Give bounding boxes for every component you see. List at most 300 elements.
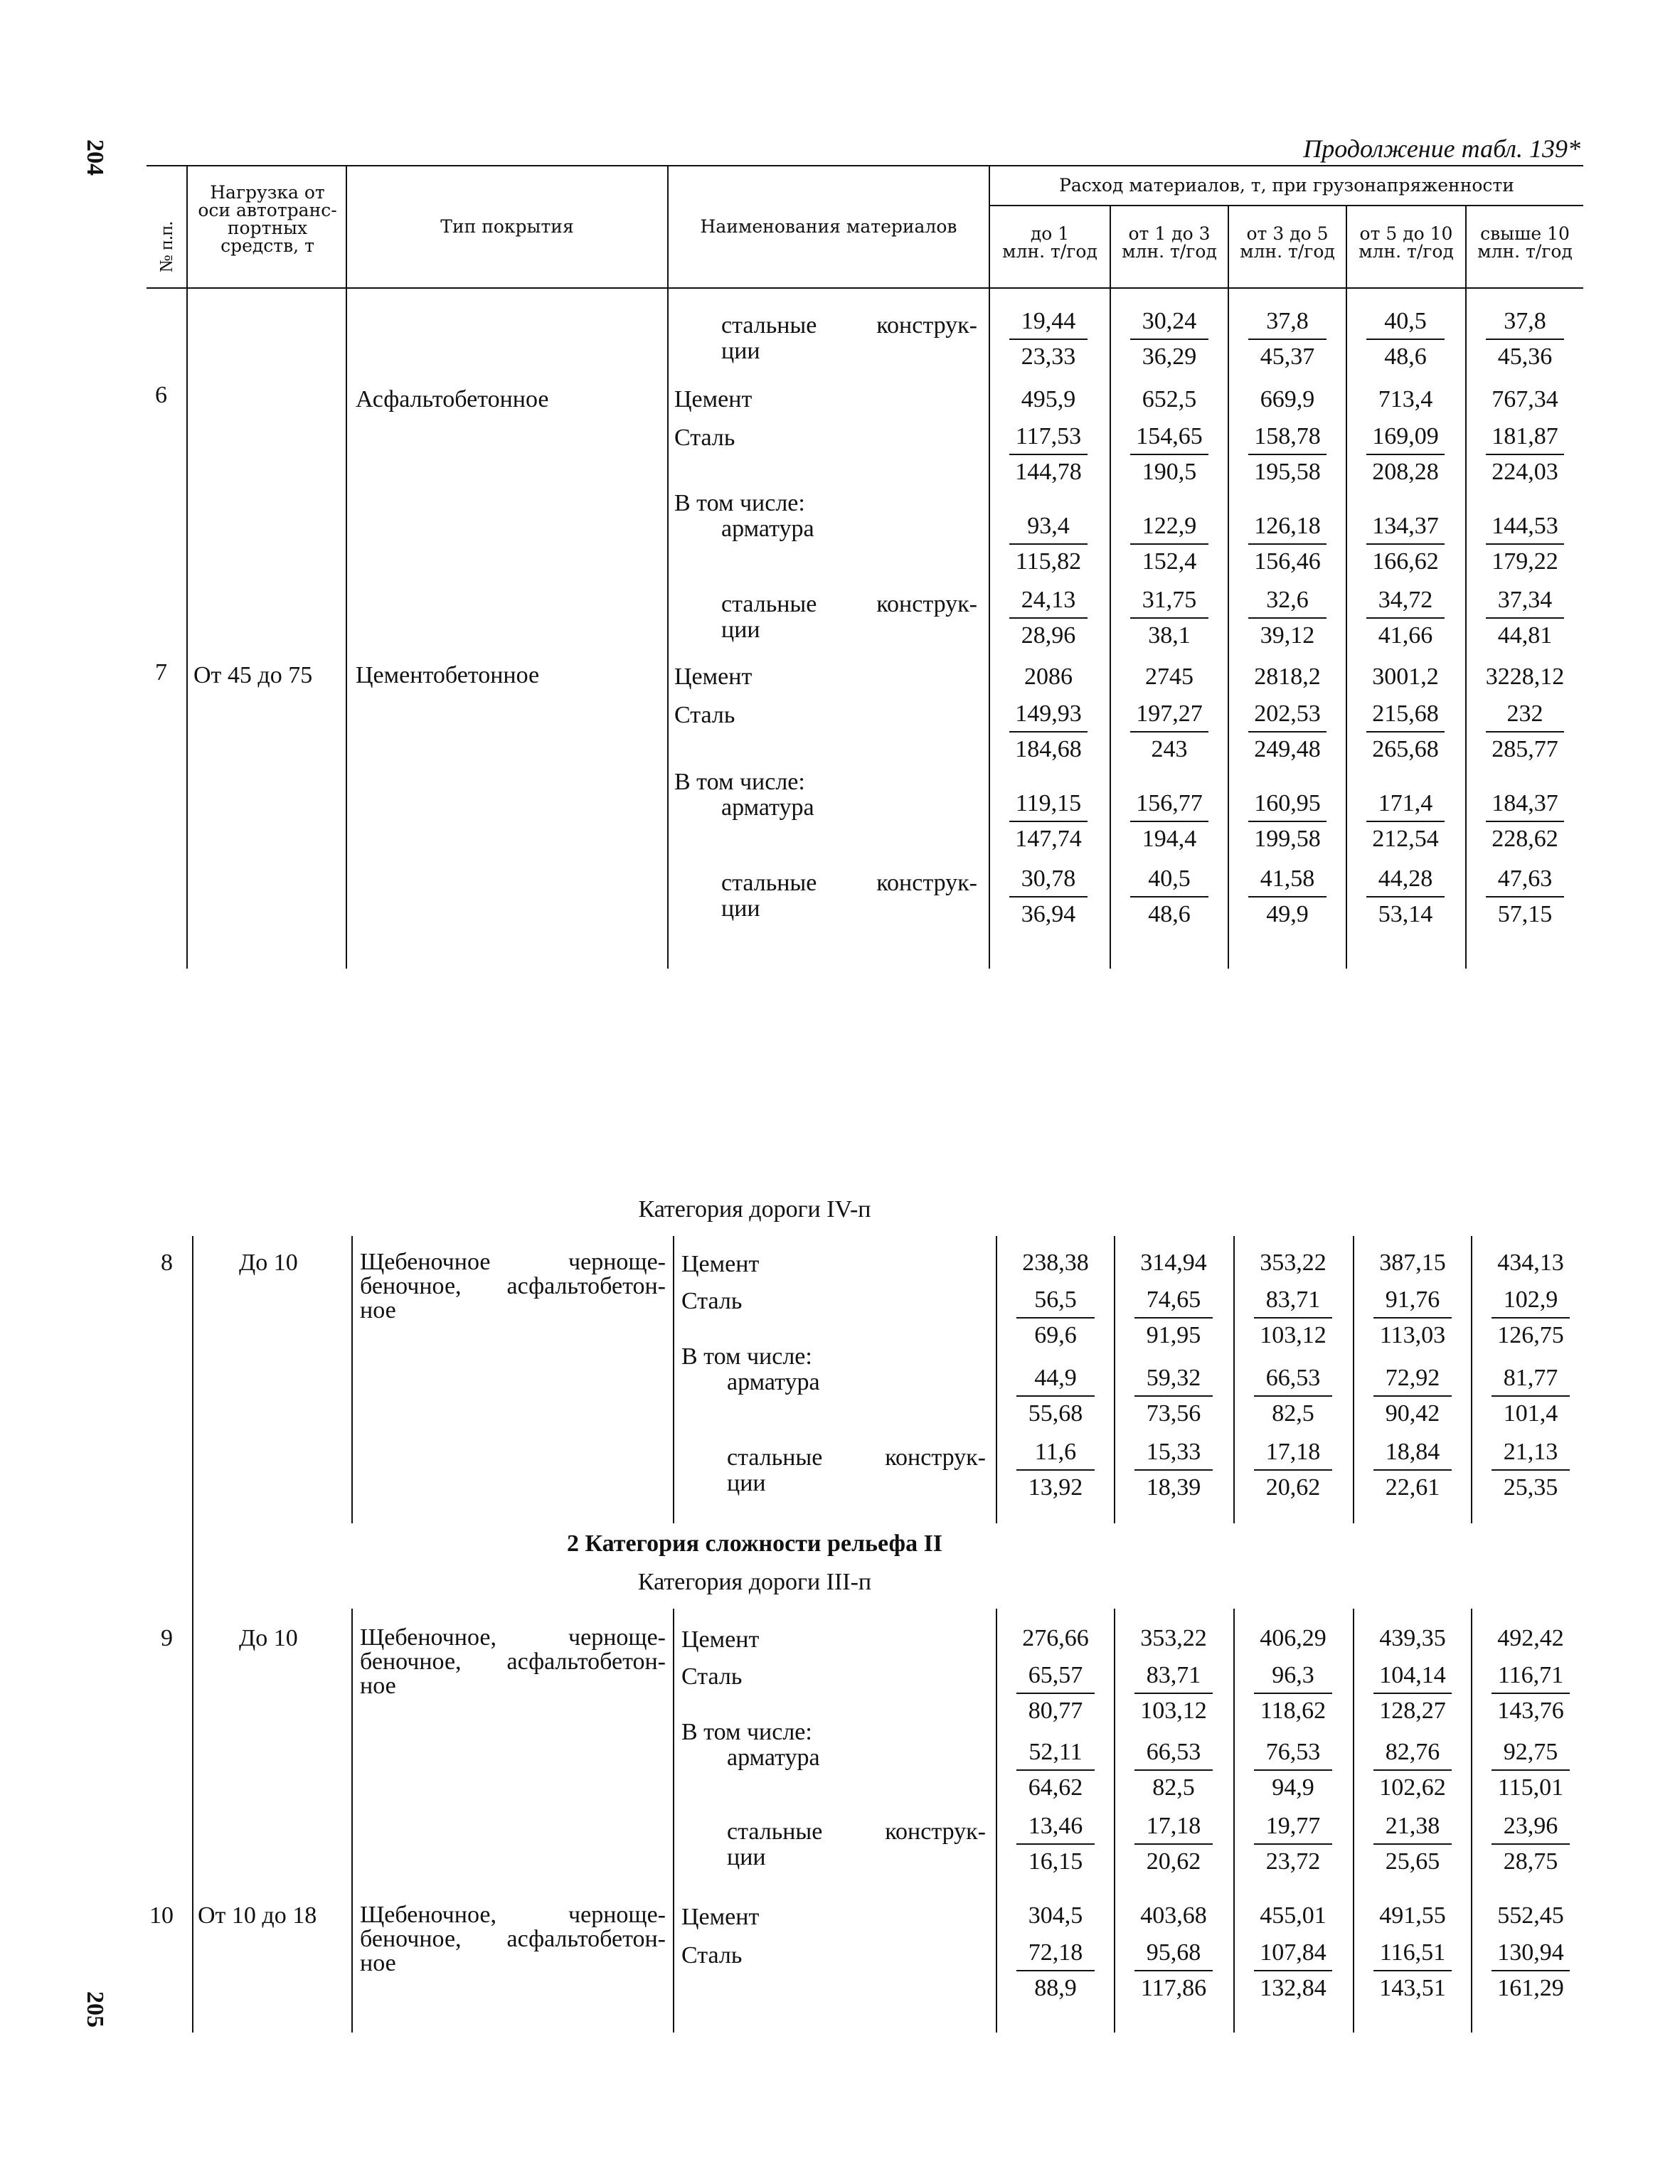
- continuation-label: Продолжение табл. 139*: [1303, 134, 1580, 163]
- asphalt-cement-col1: 495,9: [1021, 386, 1076, 412]
- label-rebar: арматура: [727, 1369, 820, 1395]
- r10-cement-col2: 403,68: [1140, 1902, 1207, 1929]
- label-steel: Сталь: [674, 425, 735, 451]
- label-cement: Цемент: [681, 1251, 760, 1277]
- iv-steel-struct-denominator: 20,62: [1265, 1474, 1321, 1501]
- r10-steel-denominator: 161,29: [1497, 1975, 1564, 2001]
- r9-rebar-numerator: 52,11: [1016, 1740, 1095, 1771]
- asphalt-steel-numerator: 158,78: [1248, 424, 1327, 455]
- r9-rebar-col4: [1354, 1740, 1471, 1801]
- r9-steel-col4: [1354, 1663, 1471, 1724]
- asphalt-steel-struct-denominator: 45,37: [1260, 343, 1315, 370]
- asphalt-steel-denominator: 224,03: [1492, 459, 1558, 485]
- concrete-rebar-col1: [990, 791, 1107, 852]
- concrete-steel-struct-denominator: 57,15: [1497, 901, 1553, 927]
- label-cement: Цемент: [674, 386, 753, 412]
- asphalt-steel-struct-2-col5: [1467, 587, 1583, 649]
- concrete-rebar-col2: [1111, 791, 1228, 852]
- iv-steel-col5: [1472, 1287, 1589, 1348]
- asphalt-steel-numerator: 169,09: [1366, 424, 1445, 455]
- asphalt-steel-numerator: 154,65: [1130, 424, 1208, 455]
- concrete-rebar-denominator: 212,54: [1372, 826, 1439, 852]
- iv-rebar-denominator: 82,5: [1272, 1400, 1314, 1427]
- concrete-steel-denominator: 265,68: [1372, 736, 1439, 762]
- r9-steel-numerator: 96,3: [1254, 1663, 1332, 1694]
- r9-cement-col5: 492,42: [1497, 1625, 1564, 1651]
- iv-cement-col2: 314,94: [1140, 1250, 1207, 1276]
- r9-cement-col1: 276,66: [1022, 1625, 1089, 1651]
- asphalt-steel-struct-2-denominator: 41,66: [1378, 622, 1433, 649]
- concrete-rebar-col4: [1347, 791, 1464, 852]
- label-including: В том числе:: [674, 490, 805, 516]
- label-steel: Сталь: [681, 1942, 743, 1969]
- asphalt-steel-struct-2-col1: [990, 587, 1107, 649]
- concrete-steel-struct-col2: [1111, 866, 1228, 927]
- asphalt-steel-denominator: 144,78: [1015, 459, 1082, 485]
- r10-steel-numerator: 116,51: [1373, 1940, 1452, 1971]
- asphalt-steel-col5: [1467, 424, 1583, 485]
- r10-steel-numerator: 130,94: [1492, 1940, 1570, 1971]
- row-9-type: Щебеночное, черноще- беночное, асфальтобетон- ное: [360, 1624, 666, 1699]
- r9-rebar-denominator: 82,5: [1152, 1774, 1195, 1801]
- header-top-rule: [147, 165, 1583, 166]
- asphalt-rebar-denominator: 166,62: [1372, 548, 1439, 575]
- asphalt-steel-struct-2-denominator: 38,1: [1148, 622, 1191, 649]
- iv-steel-struct-col5: [1472, 1439, 1589, 1501]
- concrete-steel-col5: [1467, 701, 1583, 762]
- asphalt-steel-struct-denominator: 23,33: [1021, 343, 1076, 370]
- row-10-no: 10: [149, 1902, 174, 1929]
- asphalt-rebar-col3: [1229, 513, 1346, 575]
- label-rebar: арматура: [727, 1744, 820, 1771]
- label-steel-structures: стальные конструк-: [727, 1818, 986, 1845]
- row-6-no: 6: [155, 382, 167, 408]
- asphalt-steel-col1: [990, 424, 1107, 485]
- r9-steel-struct-numerator: 13,46: [1016, 1813, 1095, 1845]
- iv-steel-numerator: 91,76: [1373, 1287, 1452, 1319]
- iv-steel-col4: [1354, 1287, 1471, 1348]
- section-2-subtitle: Категория дороги III-п: [637, 1569, 872, 1595]
- r9-rebar-numerator: 92,75: [1492, 1740, 1570, 1771]
- page-number-left: 204: [82, 139, 108, 176]
- asphalt-steel-struct-numerator: 37,8: [1248, 309, 1327, 340]
- r9-steel-denominator: 103,12: [1140, 1698, 1207, 1724]
- row-7-load: От 45 до 75: [193, 662, 313, 688]
- r10-steel-denominator: 88,9: [1034, 1975, 1077, 2001]
- concrete-rebar-numerator: 171,4: [1366, 791, 1445, 822]
- iv-steel-struct-col4: [1354, 1439, 1471, 1501]
- asphalt-steel-struct-col2: [1111, 309, 1228, 370]
- concrete-steel-struct-denominator: 53,14: [1378, 901, 1433, 927]
- concrete-cement-col5: 3228,12: [1485, 664, 1565, 690]
- label-including: В том числе:: [674, 769, 805, 795]
- iv-cement-col3: 353,22: [1260, 1250, 1327, 1276]
- concrete-steel-struct-col3: [1229, 866, 1346, 927]
- label-steel-structures: стальные конструк-: [727, 1444, 986, 1471]
- asphalt-steel-numerator: 181,87: [1486, 424, 1564, 455]
- row-8-type: Щебеночное черноще- беночное, асфальтобетон- ное: [360, 1249, 666, 1323]
- r9-steel-struct-denominator: 20,62: [1146, 1848, 1201, 1875]
- iv-steel-numerator: 74,65: [1134, 1287, 1213, 1319]
- concrete-cement-col1: 2086: [1024, 664, 1073, 690]
- iv-rebar-col4: [1354, 1365, 1471, 1427]
- iv-rebar-col3: [1235, 1365, 1351, 1427]
- header-col-no: № п.п.: [156, 220, 176, 272]
- iv-steel-struct-col1: [997, 1439, 1114, 1501]
- header-col-load: Нагрузка от оси автотранс- портных средств, т: [198, 182, 337, 256]
- iv-steel-struct-numerator: 15,33: [1134, 1439, 1213, 1471]
- label-steel-structures-end: ции: [721, 338, 760, 364]
- concrete-rebar-numerator: 156,77: [1130, 791, 1208, 822]
- iv-steel-struct-denominator: 25,35: [1503, 1474, 1558, 1501]
- r9-rebar-denominator: 115,01: [1497, 1774, 1564, 1801]
- header-col-material: Наименования материалов: [700, 216, 957, 237]
- asphalt-rebar-numerator: 122,9: [1130, 513, 1208, 545]
- concrete-steel-struct-denominator: 48,6: [1148, 901, 1191, 927]
- concrete-rebar-numerator: 160,95: [1248, 791, 1327, 822]
- vline-lower-col3-b: [673, 1609, 674, 2033]
- label-cement: Цемент: [681, 1904, 760, 1930]
- iv-cement-col4: 387,15: [1379, 1250, 1446, 1276]
- r9-steel-col5: [1472, 1663, 1589, 1724]
- iv-steel-struct-numerator: 17,18: [1254, 1439, 1332, 1471]
- concrete-rebar-numerator: 184,37: [1486, 791, 1564, 822]
- concrete-steel-denominator: 249,48: [1254, 736, 1321, 762]
- r9-steel-struct-col5: [1472, 1813, 1589, 1875]
- r10-steel-denominator: 143,51: [1379, 1975, 1446, 2001]
- concrete-rebar-col3: [1229, 791, 1346, 852]
- label-steel-structures-end: ции: [721, 895, 760, 922]
- asphalt-steel-denominator: 208,28: [1372, 459, 1439, 485]
- vline-lower-col1: [192, 1236, 193, 2033]
- r9-steel-col3: [1235, 1663, 1351, 1724]
- asphalt-steel-struct-col1: [990, 309, 1107, 370]
- concrete-rebar-col5: [1467, 791, 1583, 852]
- r9-rebar-denominator: 64,62: [1028, 1774, 1083, 1801]
- iv-steel-denominator: 113,03: [1379, 1322, 1446, 1348]
- asphalt-steel-struct-denominator: 45,36: [1497, 343, 1553, 370]
- asphalt-steel-struct-col4: [1347, 309, 1464, 370]
- iv-steel-struct-col2: [1115, 1439, 1232, 1501]
- iv-rebar-numerator: 44,9: [1016, 1365, 1095, 1397]
- concrete-steel-struct-denominator: 49,9: [1266, 901, 1309, 927]
- r10-steel-denominator: 132,84: [1260, 1975, 1327, 2001]
- iv-steel-struct-numerator: 11,6: [1016, 1439, 1095, 1471]
- asphalt-cement-col4: 713,4: [1378, 386, 1433, 412]
- r9-steel-struct-numerator: 21,38: [1373, 1813, 1452, 1845]
- r9-rebar-col3: [1235, 1740, 1351, 1801]
- iv-cement-col5: 434,13: [1497, 1250, 1564, 1276]
- iv-rebar-numerator: 59,32: [1134, 1365, 1213, 1397]
- asphalt-steel-struct-numerator: 30,24: [1130, 309, 1208, 340]
- r9-steel-struct-denominator: 16,15: [1028, 1848, 1083, 1875]
- asphalt-cement-col3: 669,9: [1260, 386, 1315, 412]
- iv-steel-struct-denominator: 13,92: [1028, 1474, 1083, 1501]
- concrete-steel-numerator: 202,53: [1248, 701, 1327, 733]
- header-col-1: до 1 млн. т/год: [1002, 223, 1097, 262]
- asphalt-steel-struct-denominator: 48,6: [1384, 343, 1427, 370]
- r10-steel-col1: [997, 1940, 1114, 2001]
- asphalt-steel-struct-2-denominator: 39,12: [1260, 622, 1315, 649]
- r10-steel-col3: [1235, 1940, 1351, 2001]
- iv-steel-numerator: 102,9: [1492, 1287, 1570, 1319]
- concrete-rebar-denominator: 228,62: [1492, 826, 1558, 852]
- asphalt-steel-struct-2-denominator: 44,81: [1497, 622, 1553, 649]
- asphalt-rebar-numerator: 144,53: [1486, 513, 1564, 545]
- label-including: В том числе:: [681, 1343, 812, 1370]
- iv-cement-col1: 238,38: [1022, 1250, 1089, 1276]
- concrete-rebar-denominator: 199,58: [1254, 826, 1321, 852]
- asphalt-steel-struct-2-col4: [1347, 587, 1464, 649]
- asphalt-steel-struct-2-col3: [1229, 587, 1346, 649]
- r9-steel-struct-col1: [997, 1813, 1114, 1875]
- concrete-steel-numerator: 232: [1486, 701, 1564, 733]
- asphalt-rebar-denominator: 156,46: [1254, 548, 1321, 575]
- iv-rebar-denominator: 90,42: [1385, 1400, 1440, 1427]
- concrete-steel-struct-col1: [990, 866, 1107, 927]
- asphalt-steel-struct-2-col2: [1111, 587, 1228, 649]
- iv-steel-col2: [1115, 1287, 1232, 1348]
- iv-steel-numerator: 83,71: [1254, 1287, 1332, 1319]
- r9-steel-struct-col2: [1115, 1813, 1232, 1875]
- concrete-rebar-denominator: 147,74: [1015, 826, 1082, 852]
- vline-col3: [667, 165, 669, 969]
- r9-steel-col1: [997, 1663, 1114, 1724]
- r9-rebar-denominator: 102,62: [1379, 1774, 1446, 1801]
- iv-steel-denominator: 126,75: [1497, 1322, 1564, 1348]
- asphalt-rebar-col4: [1347, 513, 1464, 575]
- concrete-rebar-numerator: 119,15: [1009, 791, 1088, 822]
- asphalt-steel-struct-numerator: 40,5: [1366, 309, 1445, 340]
- r10-steel-denominator: 117,86: [1140, 1975, 1207, 2001]
- asphalt-steel-struct-col5: [1467, 309, 1583, 370]
- asphalt-steel-col3: [1229, 424, 1346, 485]
- row-9-no: 9: [161, 1625, 173, 1651]
- r9-steel-numerator: 83,71: [1134, 1663, 1213, 1694]
- r9-steel-struct-numerator: 19,77: [1254, 1813, 1332, 1845]
- iv-steel-denominator: 91,95: [1146, 1322, 1201, 1348]
- r9-steel-numerator: 116,71: [1492, 1663, 1570, 1694]
- iv-rebar-numerator: 66,53: [1254, 1365, 1332, 1397]
- label-cement: Цемент: [674, 664, 753, 690]
- section-2-title: 2 Категория сложности рельефа II: [566, 1530, 943, 1557]
- concrete-steel-numerator: 197,27: [1130, 701, 1208, 733]
- row-9-load: До 10: [239, 1625, 298, 1651]
- concrete-steel-struct-numerator: 44,28: [1366, 866, 1445, 897]
- label-steel-structures-end: ции: [727, 1470, 766, 1496]
- iv-steel-col1: [997, 1287, 1114, 1348]
- concrete-steel-numerator: 149,93: [1009, 701, 1088, 733]
- iv-steel-struct-numerator: 18,84: [1373, 1439, 1452, 1471]
- concrete-steel-struct-numerator: 41,58: [1248, 866, 1327, 897]
- r9-rebar-col2: [1115, 1740, 1232, 1801]
- asphalt-steel-col4: [1347, 424, 1464, 485]
- row-10-type: Щебеночное, черноще- беночное, асфальтобетон- ное: [360, 1902, 666, 1976]
- iv-steel-col3: [1235, 1287, 1351, 1348]
- r9-rebar-col1: [997, 1740, 1114, 1801]
- vline-col1: [186, 165, 188, 969]
- concrete-cement-col2: 2745: [1145, 664, 1193, 690]
- r10-steel-col5: [1472, 1940, 1589, 2001]
- vline-lower-col2-a: [351, 1236, 353, 1523]
- asphalt-rebar-col2: [1111, 513, 1228, 575]
- section-iv-title: Категория дороги IV-п: [638, 1196, 871, 1222]
- asphalt-steel-numerator: 117,53: [1009, 424, 1088, 455]
- asphalt-steel-struct-2-numerator: 37,34: [1486, 587, 1564, 619]
- header-col-2: от 1 до 3 млн. т/год: [1122, 223, 1217, 262]
- iv-steel-numerator: 56,5: [1016, 1287, 1095, 1319]
- r9-steel-numerator: 65,57: [1016, 1663, 1095, 1694]
- asphalt-steel-struct-col3: [1229, 309, 1346, 370]
- label-steel: Сталь: [681, 1288, 743, 1314]
- iv-steel-struct-numerator: 21,13: [1492, 1439, 1570, 1471]
- r9-rebar-denominator: 94,9: [1272, 1774, 1314, 1801]
- asphalt-steel-struct-2-numerator: 24,13: [1009, 587, 1088, 619]
- r9-steel-struct-denominator: 28,75: [1503, 1848, 1558, 1875]
- r9-steel-numerator: 104,14: [1373, 1663, 1452, 1694]
- r9-cement-col3: 406,29: [1260, 1625, 1327, 1651]
- asphalt-cement-col5: 767,34: [1492, 386, 1558, 412]
- concrete-steel-struct-col5: [1467, 866, 1583, 927]
- iv-rebar-denominator: 101,4: [1503, 1400, 1558, 1427]
- concrete-steel-denominator: 243: [1151, 736, 1188, 762]
- concrete-steel-struct-col4: [1347, 866, 1464, 927]
- r10-steel-numerator: 107,84: [1254, 1940, 1332, 1971]
- concrete-steel-struct-denominator: 36,94: [1021, 901, 1076, 927]
- r9-steel-struct-col3: [1235, 1813, 1351, 1875]
- iv-steel-struct-denominator: 22,61: [1385, 1474, 1440, 1501]
- concrete-steel-numerator: 215,68: [1366, 701, 1445, 733]
- r10-cement-col1: 304,5: [1028, 1902, 1083, 1929]
- r9-cement-col4: 439,35: [1379, 1625, 1446, 1651]
- iv-rebar-col5: [1472, 1365, 1589, 1427]
- r10-steel-col4: [1354, 1940, 1471, 2001]
- r9-rebar-numerator: 82,76: [1373, 1740, 1452, 1771]
- iv-steel-denominator: 103,12: [1260, 1322, 1327, 1348]
- r9-rebar-numerator: 66,53: [1134, 1740, 1213, 1771]
- vline-col2: [346, 165, 347, 969]
- iv-rebar-numerator: 81,77: [1492, 1365, 1570, 1397]
- asphalt-steel-struct-2-numerator: 32,6: [1248, 587, 1327, 619]
- r9-rebar-col5: [1472, 1740, 1589, 1801]
- asphalt-rebar-denominator: 179,22: [1492, 548, 1558, 575]
- iv-rebar-numerator: 72,92: [1373, 1365, 1452, 1397]
- r10-cement-col5: 552,45: [1497, 1902, 1564, 1929]
- iv-rebar-col2: [1115, 1365, 1232, 1427]
- concrete-steel-col2: [1111, 701, 1228, 762]
- iv-steel-struct-denominator: 18,39: [1146, 1474, 1201, 1501]
- label-steel-structures: стальные конструк-: [721, 870, 977, 896]
- header-bottom-rule: [147, 287, 1583, 289]
- asphalt-rebar-col1: [990, 513, 1107, 575]
- r9-cement-col2: 353,22: [1140, 1625, 1207, 1651]
- row-8-load: До 10: [239, 1250, 298, 1276]
- row-8-no: 8: [161, 1250, 173, 1276]
- label-steel-structures-end: ции: [721, 617, 760, 643]
- concrete-steel-col3: [1229, 701, 1346, 762]
- concrete-steel-struct-numerator: 40,5: [1130, 866, 1208, 897]
- asphalt-steel-col2: [1111, 424, 1228, 485]
- label-steel: Сталь: [674, 702, 735, 728]
- page-number-right: 205: [82, 1991, 108, 2028]
- asphalt-steel-struct-numerator: 37,8: [1486, 309, 1564, 340]
- r10-steel-col2: [1115, 1940, 1232, 2001]
- r10-cement-col4: 491,55: [1379, 1902, 1446, 1929]
- asphalt-steel-struct-2-numerator: 34,72: [1366, 587, 1445, 619]
- concrete-cement-col4: 3001,2: [1372, 664, 1439, 690]
- r9-steel-col2: [1115, 1663, 1232, 1724]
- r9-rebar-numerator: 76,53: [1254, 1740, 1332, 1771]
- header-col-5: свыше 10 млн. т/год: [1477, 223, 1573, 262]
- label-steel-structures: стальные конструк-: [721, 591, 977, 617]
- concrete-rebar-denominator: 194,4: [1142, 826, 1197, 852]
- r9-steel-struct-denominator: 25,65: [1385, 1848, 1440, 1875]
- label-steel-structures-end: ции: [727, 1844, 766, 1870]
- asphalt-steel-struct-2-denominator: 28,96: [1021, 622, 1076, 649]
- asphalt-steel-struct-denominator: 36,29: [1142, 343, 1197, 370]
- iv-rebar-col1: [997, 1365, 1114, 1427]
- asphalt-rebar-numerator: 93,4: [1009, 513, 1088, 545]
- concrete-steel-struct-numerator: 30,78: [1009, 866, 1088, 897]
- concrete-steel-denominator: 184,68: [1015, 736, 1082, 762]
- asphalt-steel-denominator: 190,5: [1142, 459, 1197, 485]
- row-7-no: 7: [155, 659, 167, 686]
- r9-steel-struct-denominator: 23,72: [1265, 1848, 1321, 1875]
- row-6-type: Асфальтобетонное: [356, 386, 549, 412]
- header-col-4: от 5 до 10 млн. т/год: [1359, 223, 1454, 262]
- r9-steel-denominator: 128,27: [1379, 1698, 1446, 1724]
- vline-lower-col2-b: [351, 1609, 353, 2033]
- iv-steel-struct-col3: [1235, 1439, 1351, 1501]
- label-steel-structures: стальные конструк-: [721, 312, 977, 339]
- asphalt-rebar-numerator: 126,18: [1248, 513, 1327, 545]
- concrete-steel-denominator: 285,77: [1492, 736, 1558, 762]
- label-steel: Сталь: [681, 1663, 743, 1690]
- iv-rebar-denominator: 55,68: [1028, 1400, 1083, 1427]
- header-group-rule: [989, 205, 1583, 206]
- asphalt-steel-struct-numerator: 19,44: [1009, 309, 1088, 340]
- asphalt-rebar-numerator: 134,37: [1366, 513, 1445, 545]
- concrete-steel-col1: [990, 701, 1107, 762]
- asphalt-rebar-denominator: 152,4: [1142, 548, 1197, 575]
- r9-steel-denominator: 143,76: [1497, 1698, 1564, 1724]
- asphalt-rebar-denominator: 115,82: [1015, 548, 1082, 575]
- label-including: В том числе:: [681, 1719, 812, 1745]
- label-rebar: арматура: [721, 794, 814, 821]
- label-cement: Цемент: [681, 1626, 760, 1653]
- concrete-cement-col3: 2818,2: [1254, 664, 1321, 690]
- r10-cement-col3: 455,01: [1260, 1902, 1327, 1929]
- header-col-3: от 3 до 5 млн. т/год: [1240, 223, 1335, 262]
- header-col-type: Тип покрытия: [440, 216, 574, 237]
- r9-steel-denominator: 118,62: [1260, 1698, 1327, 1724]
- r10-steel-numerator: 72,18: [1016, 1940, 1095, 1971]
- row-10-load: От 10 до 18: [198, 1902, 317, 1929]
- concrete-steel-col4: [1347, 701, 1464, 762]
- asphalt-rebar-col5: [1467, 513, 1583, 575]
- concrete-steel-struct-numerator: 47,63: [1486, 866, 1564, 897]
- header-col-group: Расход материалов, т, при грузонапряженности: [1059, 175, 1514, 196]
- r9-steel-denominator: 80,77: [1028, 1698, 1083, 1724]
- iv-rebar-denominator: 73,56: [1146, 1400, 1201, 1427]
- row-7-type: Цементобетонное: [356, 662, 540, 688]
- r9-steel-struct-numerator: 23,96: [1492, 1813, 1570, 1845]
- asphalt-steel-struct-2-numerator: 31,75: [1130, 587, 1208, 619]
- vline-lower-col3-a: [673, 1236, 674, 1523]
- r10-steel-numerator: 95,68: [1134, 1940, 1213, 1971]
- label-rebar: арматура: [721, 516, 814, 542]
- iv-steel-denominator: 69,6: [1034, 1322, 1077, 1348]
